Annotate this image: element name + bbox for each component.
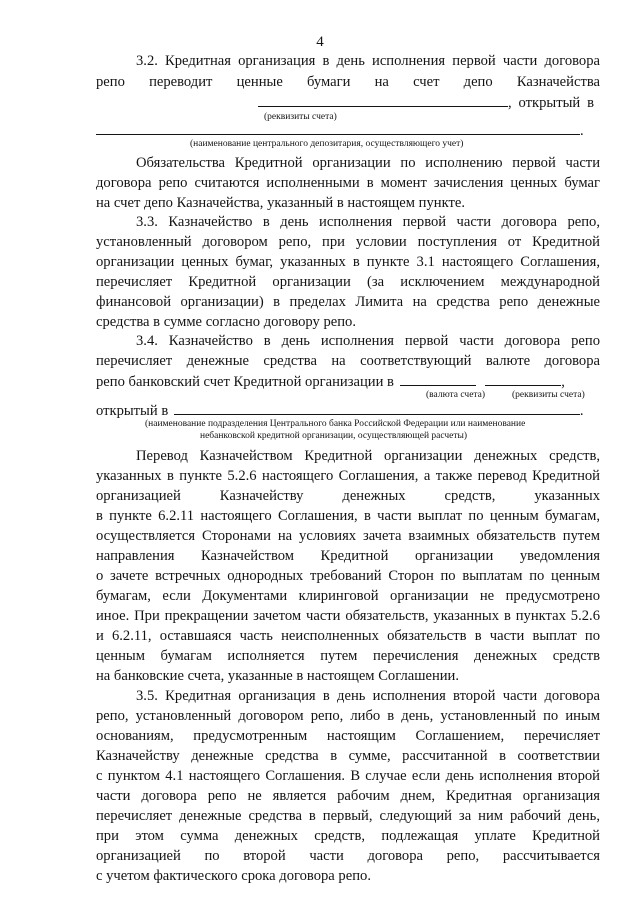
opened-in-line	[96, 401, 600, 420]
clause-3-5-line-5: с пунктом 4.1 настоящего Соглашения. В случае если день исполнения второй	[96, 768, 600, 784]
clause-3-3-line-1: 3.3. Казначейство в день исполнения первой части договора репо,	[136, 214, 600, 230]
paragraph-transfer-line-1: Перевод Казначейством Кредитной организации денежных средств,	[136, 448, 600, 464]
paragraph-obligations-line-1: Обязательства Кредитной организации по исполнению первой части	[136, 155, 600, 171]
paragraph-transfer-line-12: на банковские счета, указанные в настоящем Соглашении.	[96, 668, 460, 684]
caption-account-currency: (валюта счета)	[426, 390, 486, 400]
division-blank	[174, 401, 580, 415]
clause-3-4-line-1: 3.4. Казначейство в день исполнения первой части договора репо	[136, 333, 600, 349]
paragraph-obligations-line-3: на счет депо Казначейства, указанный в настоящем пункте.	[96, 195, 465, 211]
opened-in-text: , открытый в	[508, 95, 594, 111]
clause-3-5-line-1: 3.5. Кредитная организация в день исполнения второй части договора	[136, 688, 600, 704]
paragraph-transfer-line-7: о зачете встречных однородных требований Сторон по выплатам по ценным	[96, 568, 600, 584]
bank-account-text: репо банковский счет Кредитной организации в	[96, 374, 394, 390]
paragraph-transfer-line-11: ценным бумагам исполняется путем перечисления денежных средств	[96, 648, 600, 664]
clause-3-4-line-2: перечисляет денежные средства на соответствующий валюте договора	[96, 353, 600, 369]
depository-blank	[96, 121, 580, 135]
clause-3-5-line-9: организацией по второй части договора репо, рассчитывается	[96, 848, 600, 864]
opened-in-label: открытый в	[96, 403, 169, 419]
clause-3-3-line-3: организации ценных бумаг, указанных в пункте 3.1 настоящего Соглашения,	[96, 254, 600, 270]
clause-3-4-line-3	[96, 372, 600, 391]
paragraph-transfer-line-4: в пункте 6.2.11 настоящего Соглашения, в части выплат по ценным бумагам,	[96, 508, 600, 524]
depo-account-blank	[258, 93, 508, 107]
clause-3-5-line-6: части договора репо не является рабочим днем, Кредитная организация	[96, 788, 600, 804]
clause-3-3-line-6: средства в сумме согласно договору репо.	[96, 314, 357, 330]
paragraph-obligations-line-2: договора репо считаются исполненными в момент зачисления ценных бумаг	[96, 175, 600, 191]
opened-in-line-end: .	[579, 403, 584, 419]
clause-3-5-line-8: при этом сумма денежных средств, подлежащая уплате Кредитной	[96, 828, 600, 844]
depo-account-line	[258, 93, 600, 112]
paragraph-transfer-line-5: осуществляется Сторонами на условиях зачета взаимных обязательств путем	[96, 528, 600, 544]
clause-3-3-line-5: финансовой организации) в пределах Лимита на средства репо денежные	[96, 294, 600, 310]
paragraph-transfer-line-8: бумагам, если Документами клиринговой организации не предусмотрено	[96, 588, 600, 604]
paragraph-transfer-line-10: и 6.2.11, оставшаяся часть неисполненных обязательств в части выплат по	[96, 628, 600, 644]
bank-account-blank	[485, 372, 561, 386]
clause-3-5-line-7: перечисляет денежные средства в первый, следующий за ним рабочий день,	[96, 808, 600, 824]
clause-3-3-line-4: перечисляет Кредитной организации (за исключением международной	[96, 274, 600, 290]
paragraph-transfer-line-9: иное. При прекращении зачетом части обязательств, указанных в пунктах 5.2.6	[96, 608, 600, 624]
clause-3-2-line-1: 3.2. Кредитная организация в день исполнения первой части договора	[136, 53, 600, 69]
clause-3-5-line-10: с учетом фактического срока договора репо.	[96, 868, 371, 884]
depository-line-end: .	[580, 123, 584, 139]
caption-depository: (наименование центрального депозитария, осуществляющего учет)	[190, 139, 464, 149]
paragraph-transfer-line-6: направления Казначейством Кредитной организации уведомления	[96, 548, 600, 564]
bank-account-line-end: ,	[561, 374, 565, 390]
caption-division-line-1: (наименование подразделения Центрального банка Российской Федерации или наименование	[145, 419, 526, 429]
clause-3-5-line-3: основаниям, предусмотренным настоящим Соглашением, перечисляет	[96, 728, 600, 744]
clause-3-2-line-2: репо переводит ценные бумаги на счет депо Казначейства	[96, 74, 600, 90]
page-number: 4	[316, 34, 324, 50]
paragraph-transfer-line-3: организацией Казначейству денежных средств, указанных	[96, 488, 600, 504]
currency-blank	[400, 372, 476, 386]
clause-3-5-line-4: Казначейству денежные средства в сумме, рассчитанной в соответствии	[96, 748, 600, 764]
caption-bank-account-requisites: (реквизиты счета)	[512, 390, 585, 400]
depository-line	[96, 121, 600, 140]
clause-3-5-line-2: репо, установленный договором репо, либо в день, установленный по иным	[96, 708, 600, 724]
caption-division-line-2: небанковской кредитной организации, осуществляющей расчеты)	[200, 431, 468, 441]
clause-3-3-line-2: установленный договором репо, при условии поступления от Кредитной	[96, 234, 600, 250]
paragraph-transfer-line-2: указанных в пункте 5.2.6 настоящего Соглашения, а также перевод Кредитной	[96, 468, 600, 484]
caption-account-requisites: (реквизиты счета)	[264, 112, 337, 122]
